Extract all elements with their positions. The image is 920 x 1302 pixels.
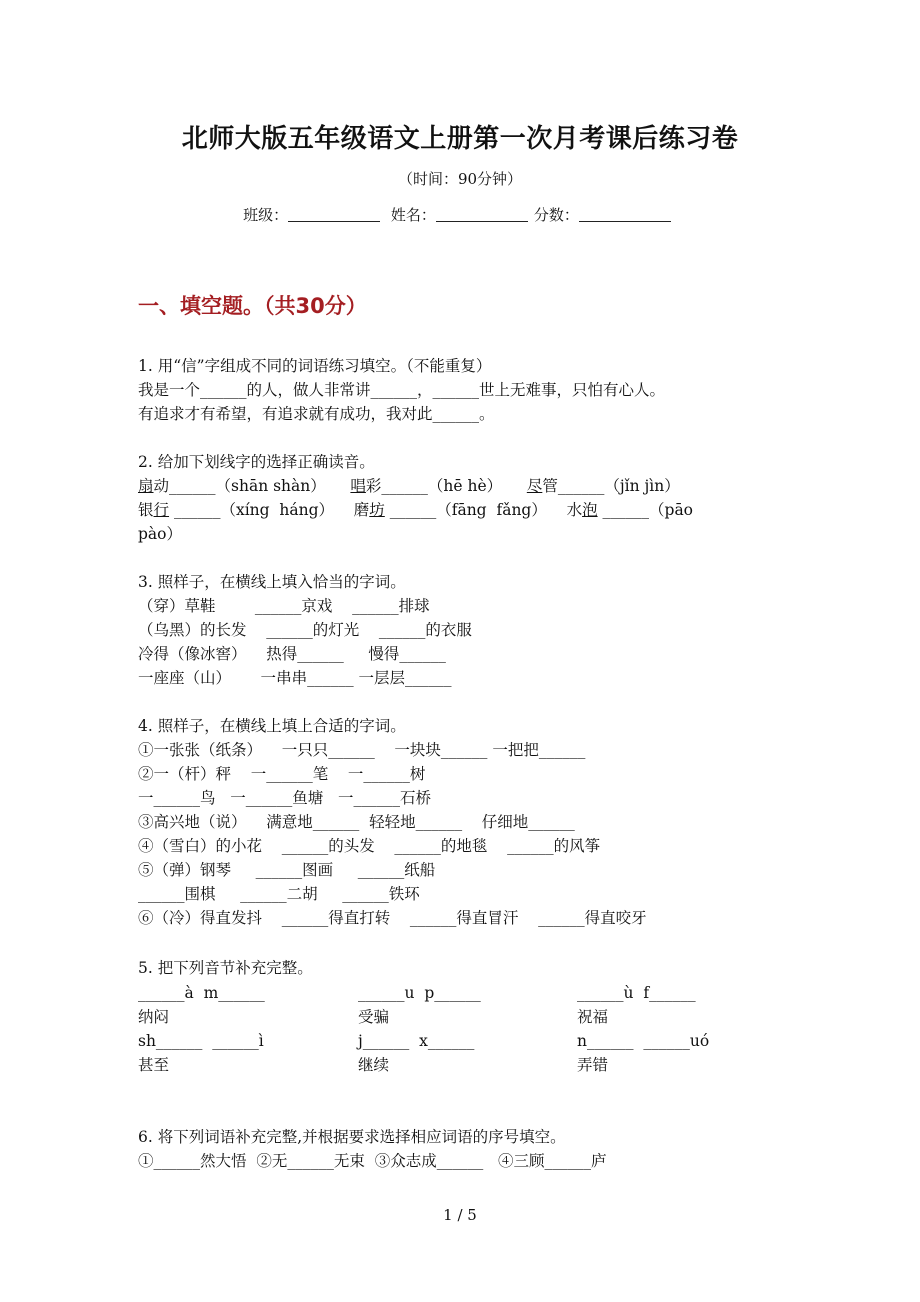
- q2-row: pào）: [138, 525, 182, 543]
- q2-item: 银: [138, 501, 154, 519]
- q4-line: ①一张张（纸条） 一只只______ 一块块______ 一把把______: [138, 741, 586, 759]
- page-number: 1 / 5: [443, 1206, 477, 1224]
- q5-pinyin: ______u p______: [358, 984, 481, 1002]
- q4-line: ②一（杆）秤 一______笔 一______树: [138, 765, 426, 783]
- q2-item: 动______（shān shàn）: [153, 477, 326, 495]
- q5-pinyin: j______ x______: [358, 1032, 475, 1050]
- q4-line: 一______鸟 一______鱼塘 一______石桥: [138, 789, 432, 807]
- q5-word: 受骗: [358, 1008, 390, 1026]
- q5-word: 继续: [358, 1056, 390, 1074]
- q1-line: 我是一个______的人，做人非常讲______，______世上无难事，只怕有心人。: [138, 381, 666, 399]
- q3-line: 一座座（山） 一串串______ 一层层______: [138, 669, 452, 687]
- section-heading: 一、填空题。（共30分）: [138, 294, 367, 318]
- q4-line: ④（雪白）的小花 ______的头发 ______的地毯 ______的风筝: [138, 837, 601, 855]
- q2-row: [138, 476, 680, 498]
- q6-prompt: 6. 将下列词语补充完整,并根据要求选择相应词语的序号填空。: [138, 1128, 566, 1146]
- student-info-line: [0, 204, 920, 225]
- q2-item: 管______（jǐn jìn）: [542, 477, 680, 495]
- q2-item: ______（xíng háng）: [169, 501, 335, 519]
- q3-line: 冷得（像冰窖） 热得______ 慢得______: [138, 645, 446, 663]
- score-blank[interactable]: [579, 207, 671, 222]
- exam-title: 北师大版五年级语文上册第一次月考课后练习卷: [181, 124, 739, 154]
- q3-line: （乌黑）的长发 ______的灯光 ______的衣服: [138, 621, 472, 639]
- q5-word: 祝福: [577, 1008, 609, 1026]
- name-label: 姓名：: [390, 206, 436, 224]
- q4-line: ______围棋 ______二胡 ______铁环: [138, 885, 420, 903]
- q3-line: （穿）草鞋 ______京戏 ______排球: [138, 597, 430, 615]
- q4-line: ⑤（弹）钢琴 ______图画 ______纸船: [138, 861, 436, 879]
- underlined-char: 唱: [350, 477, 366, 495]
- q2-item: 彩______（hē hè）: [365, 477, 503, 495]
- underlined-char: 行: [153, 501, 170, 519]
- underlined-char: 扇: [138, 477, 154, 495]
- q5-word: 甚至: [138, 1056, 170, 1074]
- q4-line: ③高兴地（说） 满意地______ 轻轻地______ 仔细地______: [138, 813, 575, 831]
- score-label: 分数：: [533, 206, 579, 224]
- q6-line: ①______然大悟 ②无______无束 ③众志成______ ④三顾______庐: [138, 1152, 607, 1170]
- q2-item: ______（pāo: [597, 501, 694, 519]
- q2-item: 水: [566, 501, 583, 519]
- class-label: 班级：: [243, 206, 289, 224]
- time-note: （时间：90分钟）: [397, 170, 523, 188]
- q4-line: ⑥（冷）得直发抖 ______得直打转 ______得直冒汗 ______得直咬牙: [138, 909, 647, 927]
- q2-item: ______（fāng fǎng）: [384, 501, 547, 519]
- underlined-char: 尽: [526, 477, 543, 495]
- q4-prompt: 4. 照样子，在横线上填上合适的字词。: [138, 717, 406, 735]
- q1-line: 有追求才有希望，有追求就有成功，我对此______。: [138, 405, 495, 423]
- q5-pinyin: n______ ______uó: [577, 1032, 710, 1050]
- q5-word: 弄错: [577, 1056, 609, 1074]
- q2-row: [138, 500, 693, 522]
- underlined-char: 泡: [582, 501, 598, 519]
- q5-pinyin: ______ù f______: [577, 984, 696, 1002]
- q3-prompt: 3. 照样子，在横线上填入恰当的字词。: [138, 573, 406, 591]
- name-blank[interactable]: [436, 207, 528, 222]
- q5-pinyin: ______à m______: [138, 984, 265, 1002]
- q2-item: 磨: [353, 501, 370, 519]
- q5-pinyin: sh______ ______ì: [138, 1032, 264, 1050]
- q1-prompt: 1. 用“信”字组成不同的词语练习填空。（不能重复）: [138, 357, 492, 375]
- q5-prompt: 5. 把下列音节补充完整。: [138, 959, 313, 977]
- q2-prompt: 2. 给加下划线字的选择正确读音。: [138, 453, 375, 471]
- underlined-char: 坊: [369, 501, 385, 519]
- q5-word: 纳闷: [138, 1008, 170, 1026]
- class-blank[interactable]: [288, 207, 380, 222]
